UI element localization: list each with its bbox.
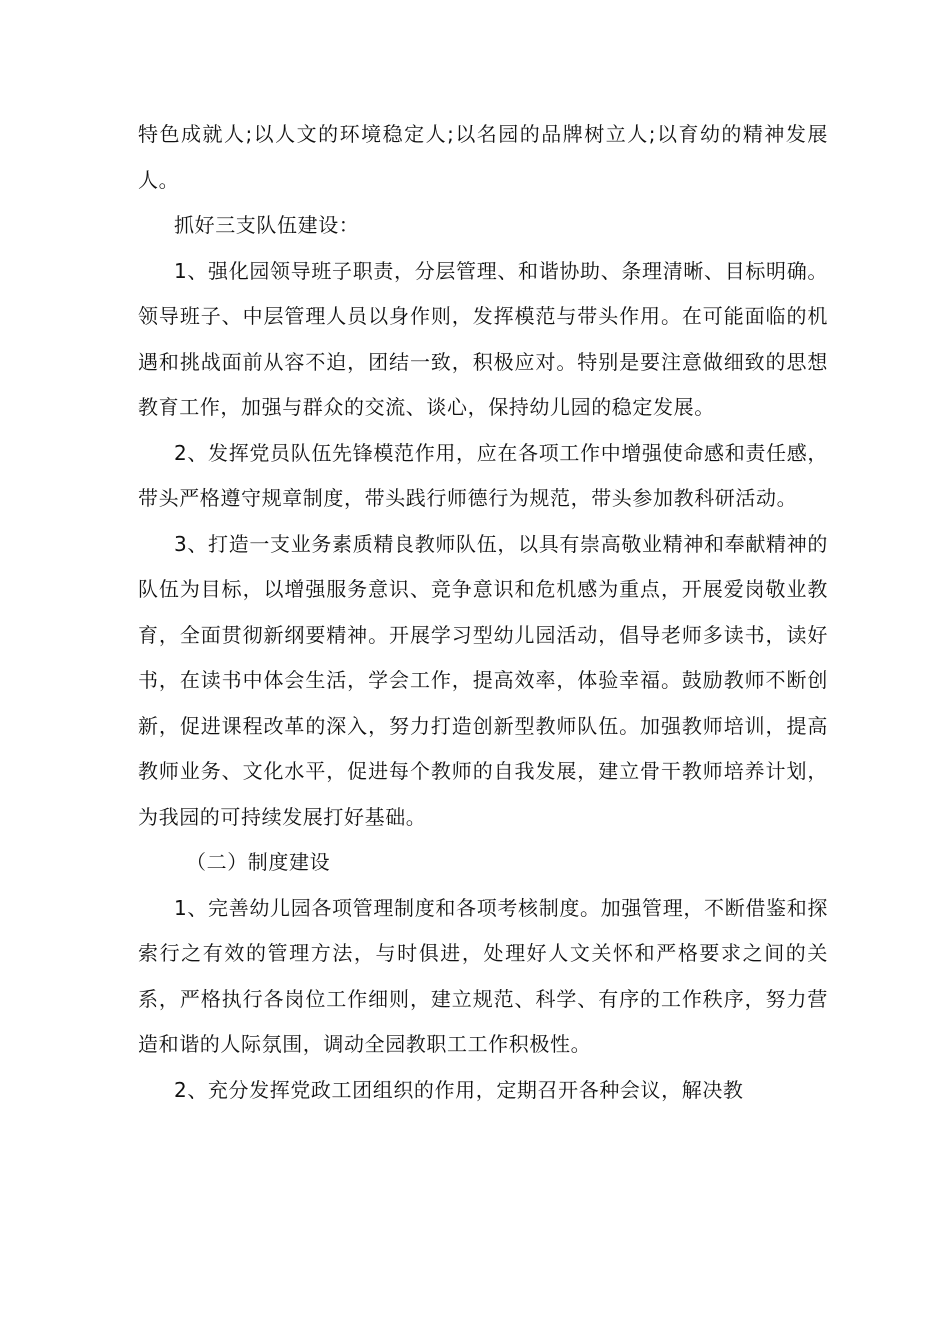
section-heading-system-building: （二）制度建设	[186, 850, 331, 874]
paragraph-continuation: 特色成就人;以人文的环境稳定人;以名园的品牌树立人;以育幼的精神发展人。	[138, 122, 828, 192]
paragraph-management-system: 1、完善幼儿园各项管理制度和各项考核制度。加强管理，不断借鉴和探索行之有效的管理方法，与时俱进，处理好人文关怀和严格要求之间的关系，严格执行各岗位工作细则，建立规范、科学、有序的工作秩序，努力营造和谐的人际氛围，调动全园教职工工作积极性。	[138, 895, 828, 1056]
paragraph-leadership: 1、强化园领导班子职责，分层管理、和谐协助、条理清晰、目标明确。领导班子、中层管理人员以身作则，发挥模范与带头作用。在可能面临的机遇和挑战面前从容不迫，团结一致，积极应对。特别是要注意做细致的思想教育工作，加强与群众的交流、谈心，保持幼儿园的稳定发展。	[138, 258, 828, 419]
paragraph-party-members: 2、发挥党员队伍先锋模范作用，应在各项工作中增强使命感和责任感，带头严格遵守规章制度，带头践行师德行为规范，带头参加教科研活动。	[138, 440, 828, 510]
paragraph-team-building-heading: 抓好三支队伍建设：	[174, 213, 360, 237]
document-body	[138, 112, 828, 1113]
paragraph-teacher-team: 3、打造一支业务素质精良教师队伍，以具有崇高敬业精神和奉献精神的队伍为目标，以增强服务意识、竞争意识和危机感为重点，开展爱岗敬业教育，全面贯彻新纲要精神。开展学习型幼儿园活动，倡导老师多读书，读好书，在读书中体会生活，学会工作，提高效率，体验幸福。鼓励教师不断创新，促进课程改革的深入，努力打造创新型教师队伍。加强教师培训，提高教师业务、文化水平，促进每个教师的自我发展，建立骨干教师培养计划，为我园的可持续发展打好基础。	[138, 531, 828, 829]
paragraph-organizations: 2、充分发挥党政工团组织的作用，定期召开各种会议，解决教	[174, 1077, 744, 1102]
